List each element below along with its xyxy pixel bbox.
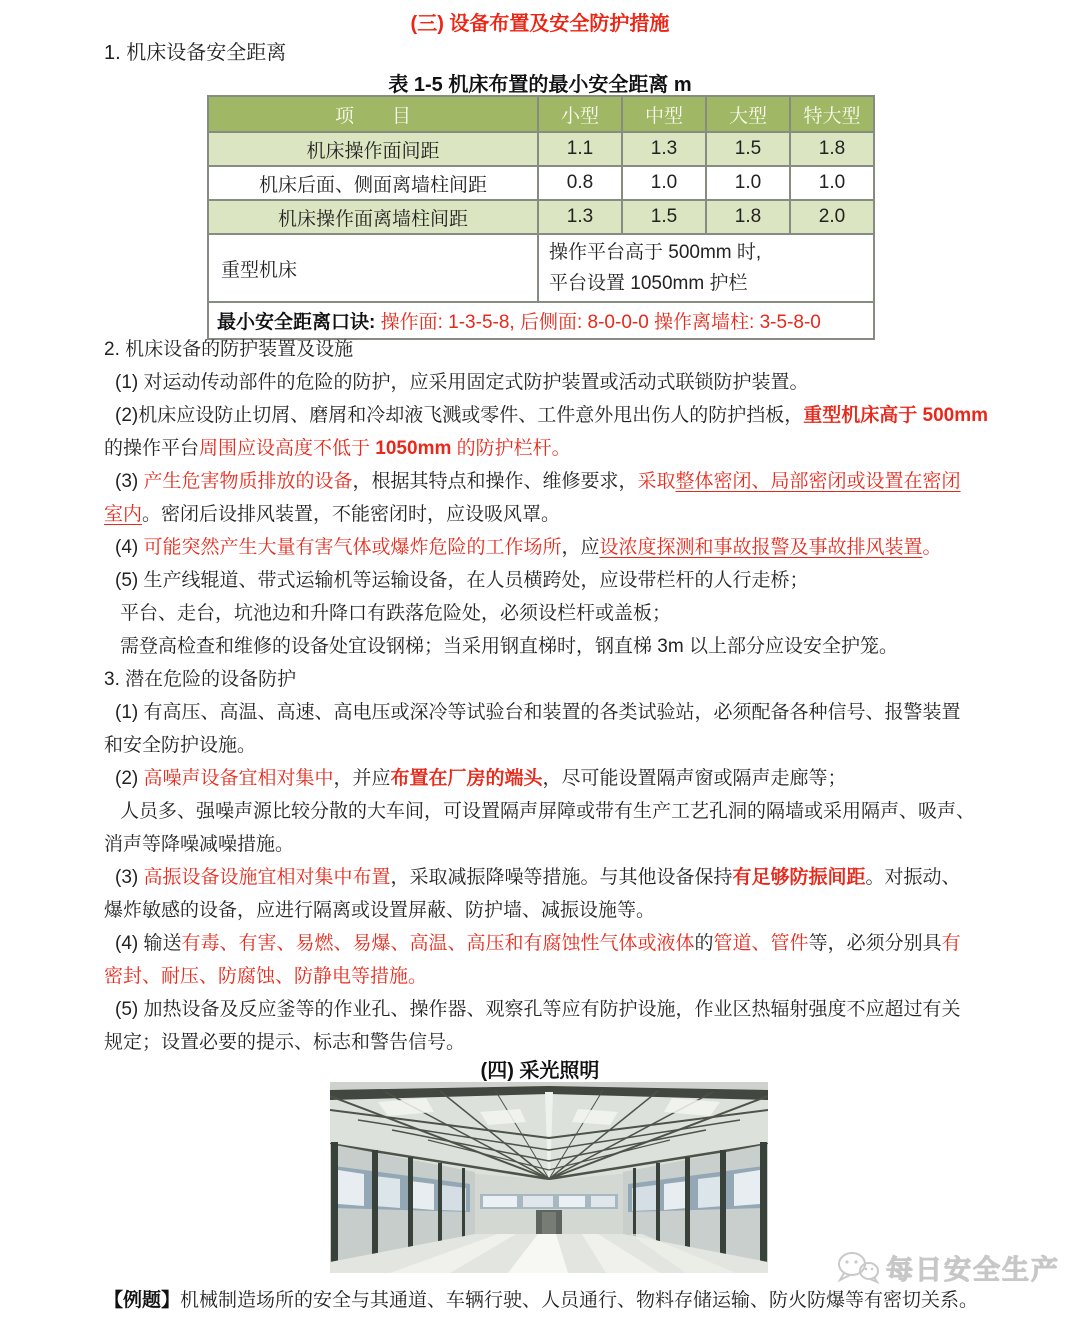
table-body (208, 132, 874, 339)
table-cell: 0.8 (538, 166, 622, 200)
heavy-note-line1: 操作平台高于 500mm 时, (549, 242, 762, 263)
text-line (104, 828, 1080, 861)
text-run: 有 (941, 933, 961, 954)
text-run: 人员多、强噪声源比较分散的大车间，可设置隔声屏障或带有生产工艺孔洞的隔墙或采用隔声、吸声、 (120, 801, 976, 822)
text-run: 室内 (104, 504, 143, 525)
table-header-cell: 大型 (706, 96, 790, 132)
text-run: (5) 加热设备及反应釜等的作业孔、操作器、观察孔等应有防护设施，作业区热辐射强度不应超过有关 (115, 999, 961, 1020)
text-run: 和安全防护设施。 (104, 735, 257, 756)
text-run: 周围应设高度不低于 (199, 438, 376, 459)
table-cell: 1.8 (790, 132, 874, 166)
table-cell: 1.3 (622, 132, 706, 166)
text-run: 等，必须分别具 (808, 933, 942, 954)
table-row-label: 机床操作面间距 (208, 132, 538, 166)
text-run: 。对振动、 (865, 867, 961, 888)
text-run: ，尽可能设置隔声窗或隔声走廊等； (542, 768, 847, 789)
text-run: 【例题】 (104, 1290, 181, 1311)
table-header-cell: 特大型 (790, 96, 874, 132)
text-run: 整体密闭、局部密闭或设置在密闭 (675, 471, 961, 492)
heavy-machine-row (208, 234, 874, 302)
text-line (104, 663, 1080, 696)
text-run: 消声等降噪减噪措施。 (104, 834, 295, 855)
text-line (115, 366, 1080, 399)
text-line (115, 993, 1080, 1026)
text-line (115, 696, 1080, 729)
body-text (0, 333, 1080, 1059)
text-line (120, 597, 1080, 630)
section4-heading: (四) 采光照明 (480, 1060, 600, 1082)
text-line (104, 1284, 1080, 1317)
text-line (115, 465, 1080, 498)
text-run: 。密闭后设排风装置，不能密闭时，应设吸风罩。 (142, 504, 561, 525)
text-run: (3) (115, 867, 144, 888)
text-line (104, 960, 1080, 993)
text-run: 密封、耐压、防腐蚀、防静电等措施。 (104, 966, 428, 987)
text-run: 有毒、有害、易燃、易爆、高温、高压和有腐蚀性气体或液体 (181, 933, 695, 954)
table-cell: 1.5 (706, 132, 790, 166)
text-line (120, 795, 1080, 828)
text-line (104, 894, 1080, 927)
text-run: 设浓度探测和事故报警及事故排风装置 (599, 537, 923, 558)
text-line (104, 729, 1080, 762)
text-line (104, 498, 1080, 531)
heavy-note-line2: 平台设置 1050mm 护栏 (549, 273, 748, 294)
factory-interior-photo (330, 1082, 768, 1273)
table-header-cell: 项 目 (208, 96, 538, 132)
text-run: (4) (115, 537, 144, 558)
text-run: ，采取减振降噪等措施。与其他设备保持 (390, 867, 733, 888)
text-run: 爆炸敏感的设备，应进行隔离或设置屏蔽、防护墙、减振设施等。 (104, 900, 656, 921)
text-run: 的操作平台 (104, 438, 200, 459)
text-line (104, 333, 1080, 366)
heavy-machine-label: 重型机床 (208, 234, 538, 302)
text-run: (5) 生产线辊道、带式运输机等运输设备，在人员横跨处，应设带栏杆的人行走桥； (115, 570, 809, 591)
text-run: ，应 (561, 537, 600, 558)
table-row (208, 166, 874, 200)
text-run: 平台、走台，坑池边和升降口有跌落危险处，必须设栏杆或盖板； (120, 603, 672, 624)
text-run: ，根据其特点和操作、维修要求， (352, 471, 638, 492)
text-run: (4) 输送 (115, 933, 182, 954)
text-line (115, 927, 1080, 960)
text-run: (2) (115, 768, 144, 789)
text-run: 高噪声设备宜相对集中 (143, 768, 334, 789)
text-run: 1050mm (375, 438, 452, 459)
text-line (115, 399, 1080, 432)
text-run: 机械制造场所的安全与其通道、车辆行驶、人员通行、物料存储运输、防火防爆等有密切关系。 (180, 1290, 979, 1311)
table-row-label: 机床操作面离墙柱间距 (208, 200, 538, 234)
table-cell: 1.8 (706, 200, 790, 234)
mnemonic-label: 最小安全距离口诀: (217, 312, 376, 333)
table-cell: 2.0 (790, 200, 874, 234)
text-run: 的 (694, 933, 714, 954)
safety-table (207, 95, 875, 340)
text-run: 2. 机床设备的防护装置及设施 (104, 339, 354, 360)
text-run: ，并应 (333, 768, 391, 789)
section1-heading: 1. 机床设备安全距离 (104, 42, 287, 64)
table-row (208, 132, 874, 166)
table-cell: 1.5 (622, 200, 706, 234)
text-line (115, 531, 1080, 564)
table-cell: 1.0 (622, 166, 706, 200)
table-row-label: 机床后面、侧面离墙柱间距 (208, 166, 538, 200)
table-head (208, 96, 874, 132)
table-header-row (208, 96, 874, 132)
text-run: 采取 (637, 471, 676, 492)
text-run: (2)机床应设防止切屑、磨屑和冷却液飞溅或零件、工件意外甩出伤人的防护挡板， (115, 405, 804, 426)
text-run: 规定；设置必要的提示、标志和警告信号。 (104, 1032, 466, 1053)
table-cell: 1.1 (538, 132, 622, 166)
text-line (115, 762, 1080, 795)
example-line (0, 1284, 1080, 1317)
text-line (115, 564, 1080, 597)
table-header-cell: 小型 (538, 96, 622, 132)
text-run: 3. 潜在危险的设备防护 (104, 669, 297, 690)
text-run: 重型机床高于 500mm (803, 405, 989, 426)
table-row (208, 200, 874, 234)
text-run: 的防护栏杆。 (451, 438, 571, 459)
text-run: 高振设备设施宜相对集中布置 (143, 867, 391, 888)
mnemonic-text: 操作面: 1-3-5-8, 后侧面: 8-0-0-0 操作离墙柱: 3-5-8-0 (375, 312, 821, 333)
table-cell: 1.0 (706, 166, 790, 200)
text-line (115, 861, 1080, 894)
table-cell: 1.0 (790, 166, 874, 200)
wechat-logo-icon (836, 1249, 880, 1287)
watermark (836, 1248, 1060, 1287)
text-line (120, 630, 1080, 663)
text-run: 有足够防振间距 (732, 867, 866, 888)
table-header-cell: 中型 (622, 96, 706, 132)
text-run: 。 (922, 537, 942, 558)
text-run: 产生危害物质排放的设备 (143, 471, 353, 492)
text-run: 需登高检查和维修的设备处宜设钢梯；当采用钢直梯时，钢直梯 3m 以上部分应设安全护笼。 (120, 636, 898, 657)
watermark-text: 每日安全生产 (886, 1255, 1060, 1285)
text-run: (1) 对运动传动部件的危险的防护，应采用固定式防护装置或活动式联锁防护装置。 (115, 372, 809, 393)
heavy-machine-note (538, 234, 874, 302)
text-run: (1) 有高压、高温、高速、高电压或深冷等试验台和装置的各类试验站，必须配备各种信号、报警装置 (115, 702, 961, 723)
text-run: 可能突然产生大量有害气体或爆炸危险的工作场所 (143, 537, 562, 558)
text-run: (3) (115, 471, 144, 492)
text-run: 布置在厂房的端头 (390, 768, 543, 789)
text-run: 管道、管件 (713, 933, 809, 954)
text-line (104, 432, 1080, 465)
page-title: (三) 设备布置及安全防护措施 (410, 13, 670, 35)
table-cell: 1.3 (538, 200, 622, 234)
table-title: 表 1-5 机床布置的最小安全距离 m (388, 74, 692, 96)
